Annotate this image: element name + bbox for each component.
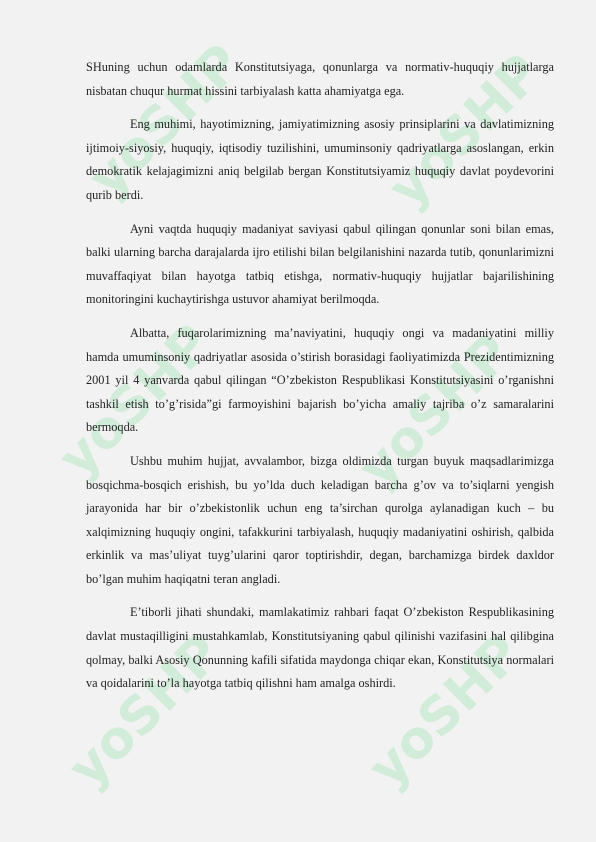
paragraph: SHuning uchun odamlarda Konstitutsiyaga, qonunlarga va normativ-huquqiy hujjatlarga nisbatan chuqur hurmat hissini tarbiyalash katta ahamiyatga ega. <box>86 60 554 98</box>
paragraph: Ayni vaqtda huquqiy madaniyat saviyasi qabul qilingan qonunlar soni bilan emas, balki ularning barcha darajalarda ijro etilishi bilan belgilanishini nazarda tutib, qonunlarimizni muvaffaqiyat bilan hayotga tatbiq etishga, normativ-huquqiy hujjatlar bajarilishining monitoringini kuchaytirishga ustuvor ahamiyat berilmoqda. <box>86 221 554 307</box>
svg-text:yoSHPF: yoSHPF <box>377 41 554 219</box>
svg-text:yoSHPF: yoSHPF <box>347 321 524 499</box>
svg-text:yoSHPF: yoSHPF <box>47 311 224 489</box>
svg-text:yoSHPF: yoSHPF <box>77 31 254 209</box>
paragraph: Ushbu muhim hujjat, avvalambor, bizga oldimizda turgan buyuk maqsadlarimizga bosqichma-bosqich erishish, bu yo’lda duch keladigan barcha g’ov va to’siqlarni yengish jarayonida har bir o’zbekistonlik uchun eng ta’sirchan qurolga aylanadigan kuch – bu xalqimizning huquqiy ongini, tafakkurini tarbiyalash, huquqiy madaniyatini oshirish, qalbida erkinlik va mas’uliyat tuyg’ularini qaror toptirishdir, degan, barchamizga birdek daxldor bo’lgan muhim haqiqatni teran angladi. <box>86 453 554 586</box>
document-body <box>86 56 554 706</box>
paragraph: Albatta, fuqarolarimizning ma’naviyatini, huquqiy ongi va madaniyatini milliy hamda umuminsoniy qadriyatlar asosida o’stirish borasidagi faoliyatimizda Prezidentimizning 2001 yil 4 yanvarda qabul qilingan “O’zbekiston Respublikasi Konstitutsiyasini o’rganishni tashkil etish to’g’risida”gi farmoyishini bajarish bo’yicha amaliy tajriba o’z samaralarini bermoqda. <box>86 325 554 435</box>
paragraph: E’tiborli jihati shundaki, mamlakatimiz rahbari faqat O’zbekiston Respublikasining davlat mustaqilligini mustahkamlab, Konstitutsiyaning qabul qilinishi vazifasini hal qilibgina qolmay, balki Asosiy Qonunning kafili sifatida maydonga chiqar ekan, Konstitutsiya normalari va qoidalarini to’la hayotga tatbiq qilishni ham amalga oshirdi. <box>86 605 554 691</box>
paragraph: Eng muhimi, hayotimizning, jamiyatimizning asosiy prinsiplarini va davlatimizning ijtimoiy-siyosiy, huquqiy, iqtisodiy tuzilishini, umuminsoniy qadriyatlarga asoslangan, erkin demokratik kelajagimizni aniq belgilab bergan Konstitutsiyamiz huquqiy davlat poydevorini qurib berdi. <box>86 117 554 202</box>
svg-text:yoSHPF: yoSHPF <box>57 621 234 799</box>
svg-text:yoSHPF: yoSHPF <box>357 621 534 799</box>
